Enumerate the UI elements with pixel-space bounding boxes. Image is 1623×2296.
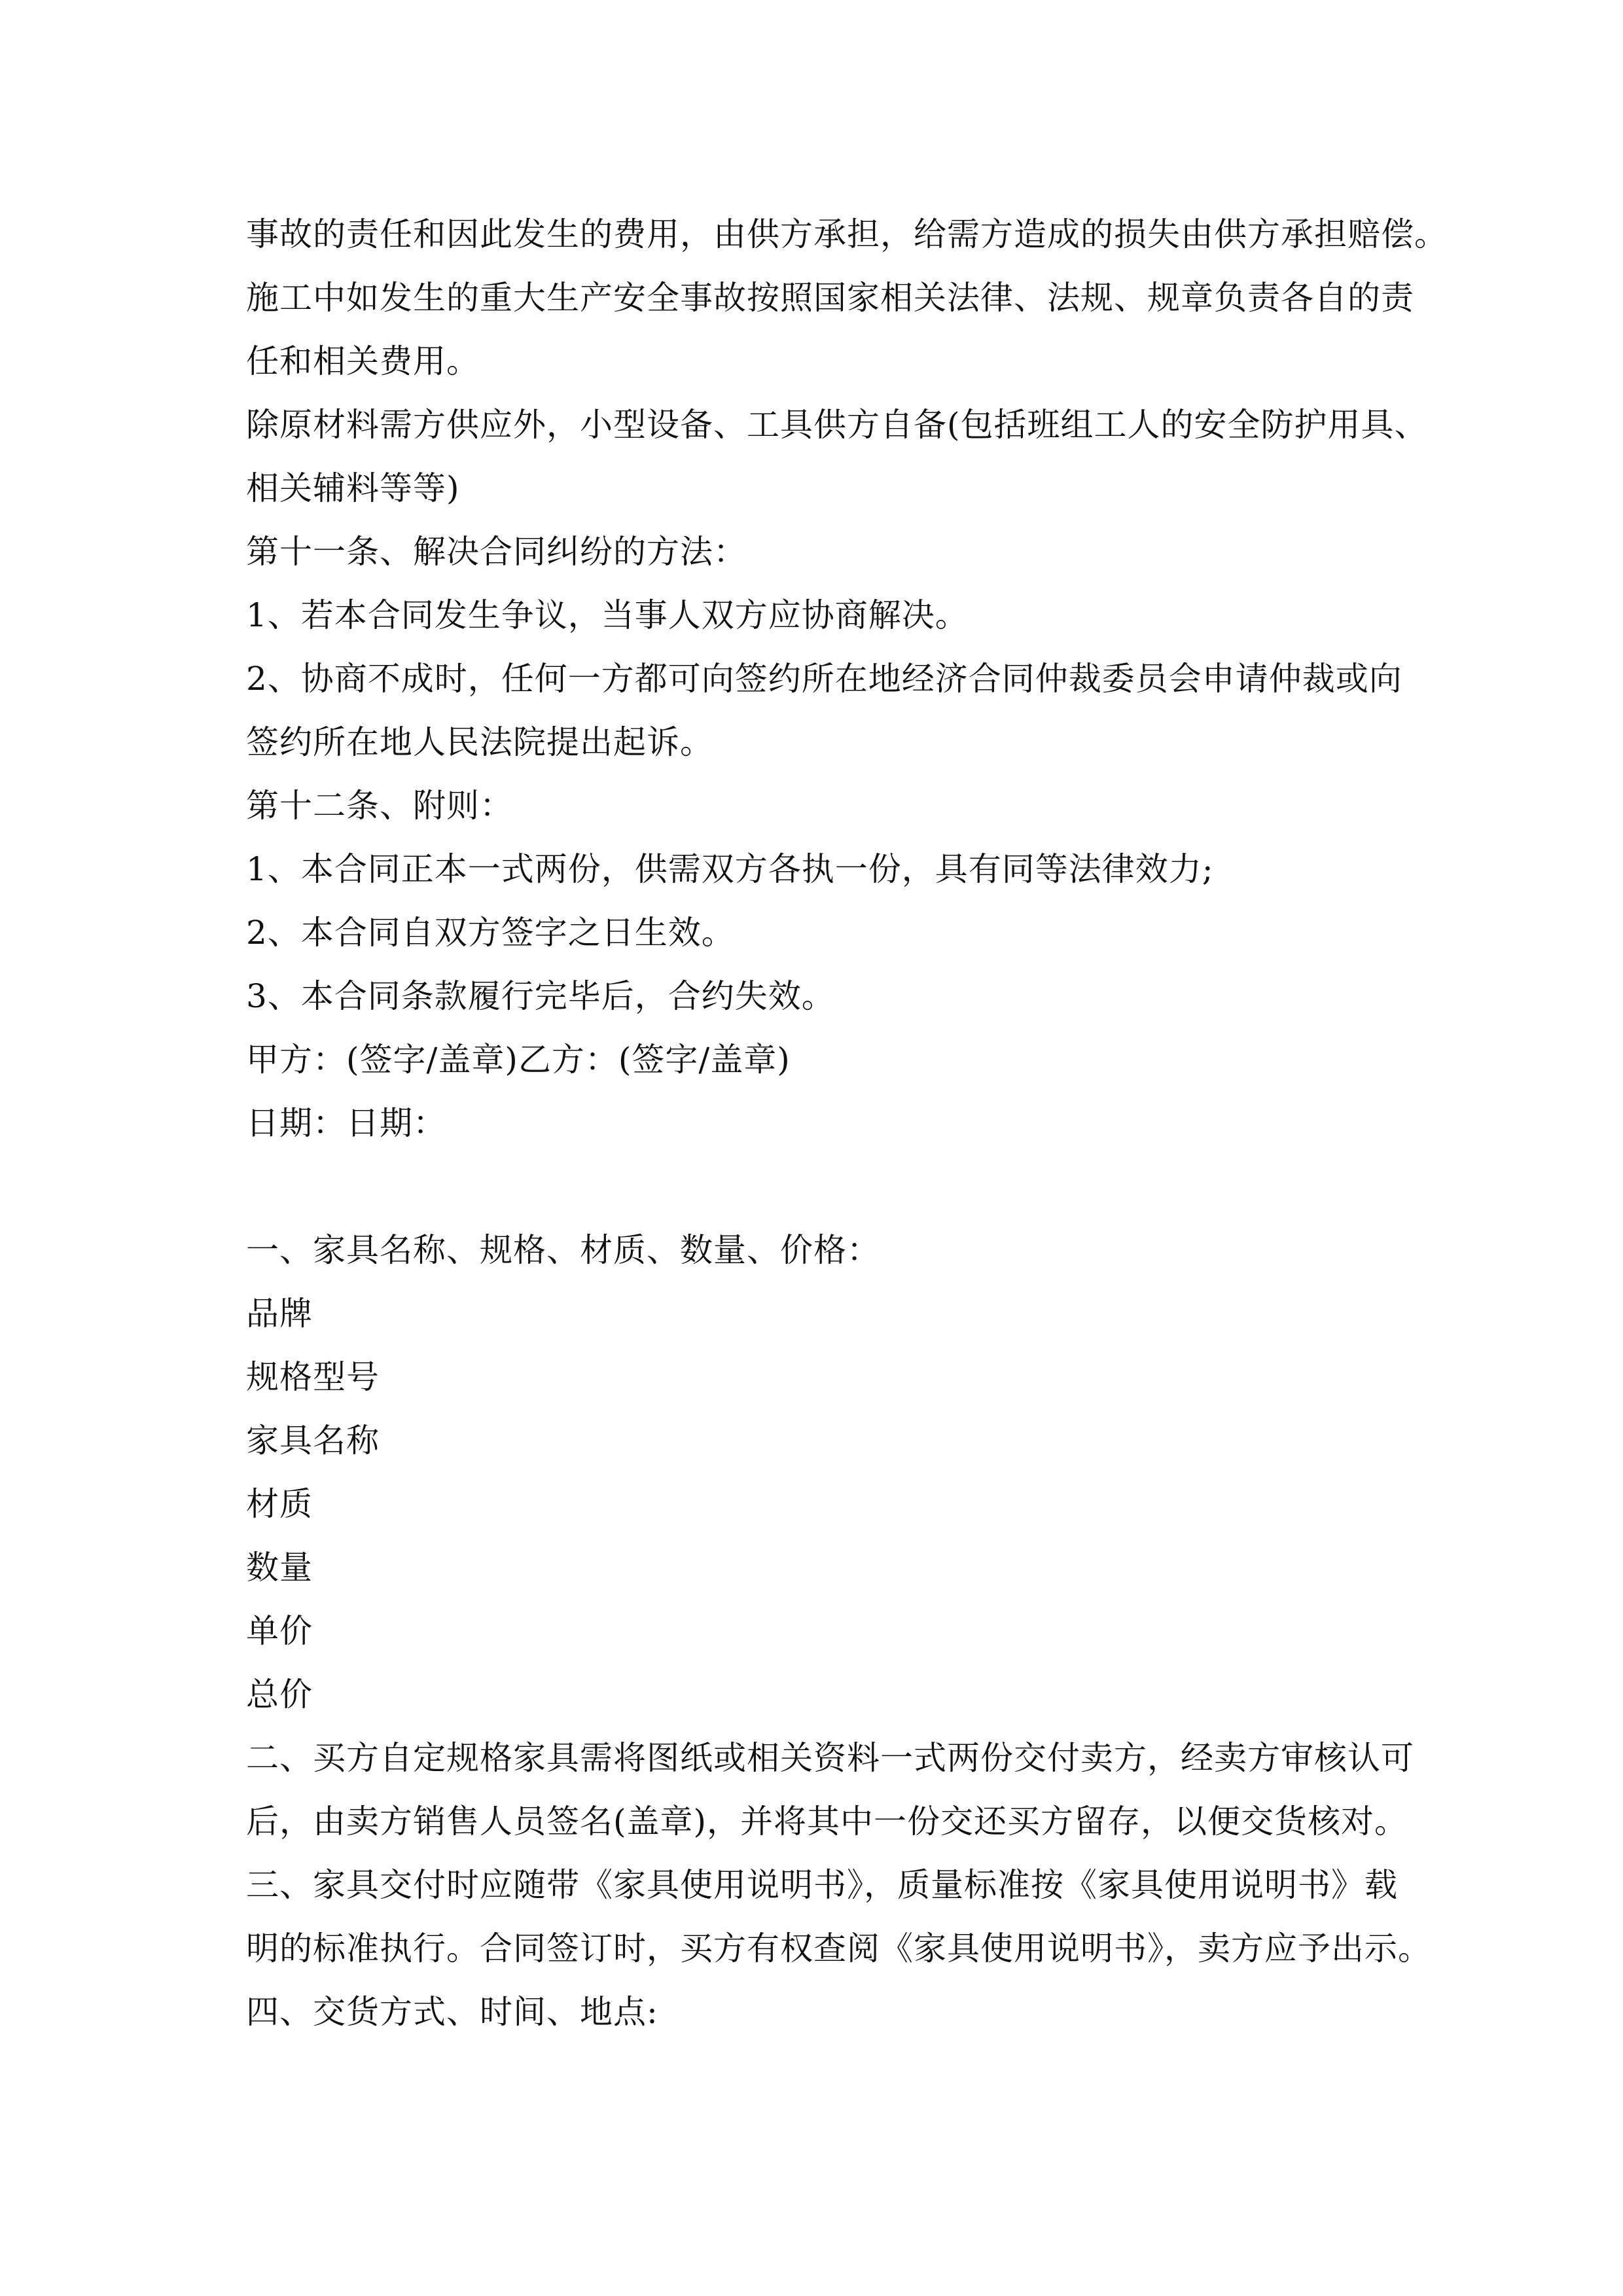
text-line: 3、本合同条款履行完毕后，合约失效。: [246, 977, 835, 1015]
text-line: 后，由卖方销售人员签名(盖章)，并将其中一份交还买方留存，以便交货核对。: [246, 1803, 1408, 1840]
signature-line: 甲方：(签字/盖章)乙方：(签字/盖章): [246, 1041, 791, 1079]
article-12-heading: 第十二条、附则：: [246, 787, 513, 825]
text-line: 二、买方自定规格家具需将图纸或相关资料一式两份交付卖方，经卖方审核认可: [246, 1739, 1414, 1777]
text-line: 任和相关费用。: [246, 342, 480, 380]
field-label: 数量: [246, 1549, 313, 1587]
document-body: [246, 203, 1448, 2044]
text-line: 1、若本合同发生争议，当事人双方应协商解决。: [246, 596, 969, 634]
field-label: 总价: [246, 1676, 313, 1713]
text-line: 三、家具交付时应随带《家具使用说明书》，质量标准按《家具使用说明书》载: [246, 1866, 1398, 1904]
section-heading: 四、交货方式、时间、地点:: [246, 1993, 658, 2031]
text-line: 除原材料需方供应外，小型设备、工具供方自备(包括班组工人的安全防护用具、: [246, 406, 1428, 444]
section-spacer: [246, 1155, 1424, 1219]
field-label: 规格型号: [246, 1358, 380, 1396]
section-heading: 一、家具名称、规格、材质、数量、价格：: [246, 1231, 880, 1269]
text-line: 相关辅料等等): [246, 469, 460, 507]
date-line: 日期：日期：: [246, 1104, 446, 1142]
field-label: 家具名称: [246, 1422, 380, 1460]
field-label: 单价: [246, 1612, 313, 1650]
text-line: 2、协商不成时，任何一方都可向签约所在地经济合同仲裁委员会申请仲裁或向: [246, 660, 1402, 698]
text-line: 2、本合同自双方签字之日生效。: [246, 914, 735, 952]
text-line: 1、本合同正本一式两份，供需双方各执一份，具有同等法律效力;: [246, 850, 1214, 888]
field-label: 材质: [246, 1485, 313, 1523]
field-label: 品牌: [246, 1295, 313, 1333]
article-11-heading: 第十一条、解决合同纠纷的方法：: [246, 533, 747, 571]
text-line: 事故的责任和因此发生的费用，由供方承担，给需方造成的损失由供方承担赔偿。: [246, 215, 1448, 253]
text-line: 施工中如发生的重大生产安全事故按照国家相关法律、法规、规章负责各自的责: [246, 279, 1414, 317]
text-line: 明的标准执行。合同签订时，买方有权查阅《家具使用说明书》，卖方应予出示。: [246, 1929, 1431, 1967]
text-line: 签约所在地人民法院提出起诉。: [246, 723, 713, 761]
